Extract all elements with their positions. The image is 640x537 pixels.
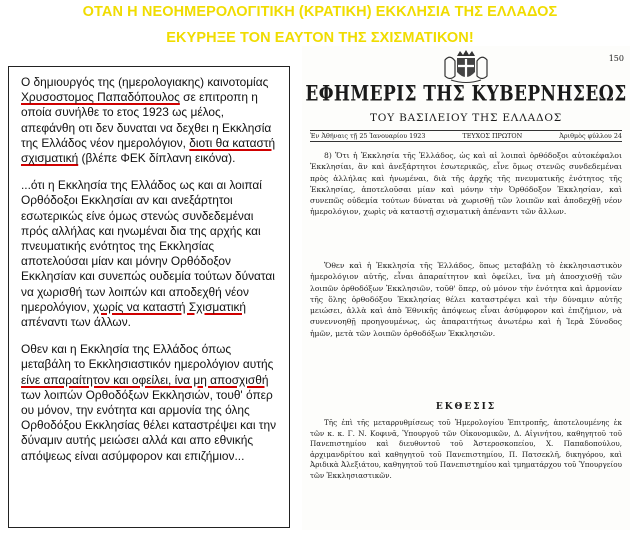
commentary-text: Ο δημιουργός της (ημερολογιακης) καινοτομίας	[21, 75, 269, 89]
issue-info-bar	[310, 130, 622, 142]
commentary-text: των λοιπών Ορθοδόξων Εκκλησιών, τουθ' όπερ ου μόνον, την ενότητα και αρμονία της όλης Ορθοδόξου Εκκλησίας θέλει καταστρέψει και την δύναμιν αυτής μειώσει αλλά και απο εθνικής απόψεως είναι ασύμφορον και επιζήμιον...	[21, 387, 277, 463]
commentary-paragraph-1	[21, 75, 279, 166]
issue-date: Ἐν Ἀθήναις τῇ 25 Ἰανουαρίου 1923	[310, 132, 426, 140]
commentary-paragraph-2	[21, 178, 279, 330]
commentary-text: (βλέπε ΦΕΚ δίπλανη εικόνα).	[78, 151, 236, 166]
gazette-paragraph-1: 8) Ὅτι ἡ Ἐκκλησία τῆς Ἑλλάδος, ὡς καὶ αἱ λοιπαὶ ὀρθόδοξοι αὐτοκέφαλοι Ἐκκλησίαι, ἂν καὶ ἀνεξάρτητοι ἐσωτερικῶς, εἶνε ὅμως στενῶς συνδεδεμέναι πρὸς ἀλλήλας καὶ ἡνωμέναι, διὰ τῆς ἀρχῆς τῆς πνευματικῆς ἑνότητος τῆς Ἐκκλησίας, ἀποτελοῦσαι μίαν καὶ μόνην τὴν Ὀρθόδοξον Ἐκκλησίαν, καὶ συνεπῶς οὐδεμία τούτων δύναται νὰ χωρισθῇ τῶν λοιπῶν καὶ ἀποδεχθῇ νέον ἡμερολόγιον, χωρὶς νὰ καταστῇ σχισματικὴ ἀπέναντι τῶν ἄλλων.	[310, 151, 622, 217]
issue-number: Ἀριθμὸς φύλλου 24	[559, 132, 622, 140]
commentary-text: ...ότι η Εκκλησία της Ελλάδος ως και αι λοιπαί Ορθόδοξοι Εκκλησίαι αν και ανεξάρτητοι εσωτερικώς είνε όμως στενώς συνδεδεμέναι πρός αλλήλας και ηνωμέναι δια της αρχής και πνευματικής ενότητος της Εκκλησίας αποτελούσαι μίαν και μόνην Ορθόδοξον Εκκλησίαν και συνεπώς ουδεμία τούτων δύναται να χωρισθή των λοιπών και αποδεχθή νέον ημερολόγιον,	[21, 178, 275, 314]
commentary-text: σε επιτροπη η οποία συνήλθε το ετος 1923 ως μέλος, απεφάνθη οτι δεν δυναται να δεχθει η Εκκλησία της Ελλάδος νέον ημερολόγιον,	[21, 90, 272, 150]
underlined-phrase: χωρίς να καταστή Σχισματική	[93, 299, 247, 314]
commentary-paragraph-3	[21, 342, 279, 464]
page-number: 150	[608, 54, 624, 63]
commentary-text: Οθεν και η Εκκλησία της Ελλάδος όπως μεταβάλη το Εκκλησιαστικόν ημερολόγιον αυτής	[21, 342, 274, 372]
commentary-box	[8, 66, 290, 528]
gazette-subtitle: ΤΟΥ ΒΑΣΙΛΕΙΟΥ ΤΗΣ ΕΛΛΑΔΟΣ	[370, 112, 562, 124]
section-title: ΕΚΘΕΣΙΣ	[435, 402, 497, 412]
gazette-paragraph-2: Ὅθεν καὶ ἡ Ἐκκλησία τῆς Ἑλλάδος, ὅπως μεταβάλῃ τὸ ἐκκλησιαστικὸν ἡμερολόγιον αὐτῆς, εἶναι ἀπαραίτητον καὶ ὀφείλει, ἵνα μὴ ἀποσχισθῇ τῶν λοιπῶν ὀρθοδόξων Ἐκκλησιῶν, τοῦθ' ὅπερ, οὐ μόνον τὴν ἑνότητα καὶ ἁρμονίαν τῆς ὅλης ὀρθοδόξου Ἐκκλησίας θέλει καταστρέψει καὶ τὴν δύναμιν αὐτῆς μειώσει, ἀλλὰ καὶ ἀπὸ Ἐθνικῆς ἀπόψεως εἶναι ἀσύμφορον καὶ ἐπιζήμιον, νὰ συνεννοηθῇ προηγουμένως, ὡς ἀπαραιτήτως ἀνωτέρω καὶ ἡ Ἱερὰ Σύνοδος ἡμῶν, μετὰ τῶν λοιπῶν ὀρθοδόξων Ἐκκλησιῶν.	[310, 261, 622, 338]
header-line-2: ΕΚΥΡΗΞΕ ΤΟΝ ΕΑΥΤΟΝ ΤΗΣ ΣΧΙΣΜΑΤΙΚΟΝ!	[166, 30, 474, 46]
header-line-1: ΟΤΑΝ Η ΝΕΟΗΜΕΡΟΛΟΓΙΤΙΚΗ (ΚΡΑΤΙΚΗ) ΕΚΚΛΗΣΙΑ ΤΗΣ ΕΛΛΑΔΟΣ	[82, 4, 558, 20]
author-name: Χρυσοστομος Παπαδόπουλος	[21, 90, 180, 105]
gazette-paragraph-3: Τῆς ἐπὶ τῆς μεταρρυθμίσεως τοῦ Ἡμερολογίου Ἐπιτροπῆς, ἀποτελουμένης ἐκ τῶν κ. κ. Γ. Ν. Κοφινᾶ, Ὑπουργοῦ τῶν Οἰκονομικῶν, Δ. Αἰγινήτου, καθηγητοῦ τοῦ Πανεπιστημίου καὶ διευθυντοῦ τοῦ Ἀστεροσκοπείου, Χ. Παπαδοπούλου, ἀρχιμανδρίτου καὶ καθηγητοῦ τοῦ Πανεπιστημίου, Π. Πατσεκλῆ, δικηγόρου, καὶ Ἀριδικὰ Ἀλεξιάτου, καθηγητοῦ τοῦ Πανεπιστημίου καὶ τμηματάρχου τοῦ Ὑπουργείου τῶν Ἐκκλησιαστικῶν.	[310, 418, 622, 480]
underlined-phrase: είνε απαραίτητον και οφείλει, ίνα μη αποσχισθή	[21, 372, 269, 387]
royal-crest-icon	[441, 48, 491, 84]
gazette-scan	[302, 46, 630, 530]
underlined-phrase: διοτι θα καταστή σχισματική	[21, 135, 276, 166]
issue-part: ΤΕΥΧΟΣ ΠΡΩΤΟΝ	[462, 132, 523, 140]
gazette-masthead: ΕΦΗΜΕΡΙΣ ΤΗΣ ΚΥΒΕΡΝΗΣΕΩΣ	[305, 81, 627, 107]
commentary-text: απέναντι των άλλων.	[21, 315, 131, 330]
